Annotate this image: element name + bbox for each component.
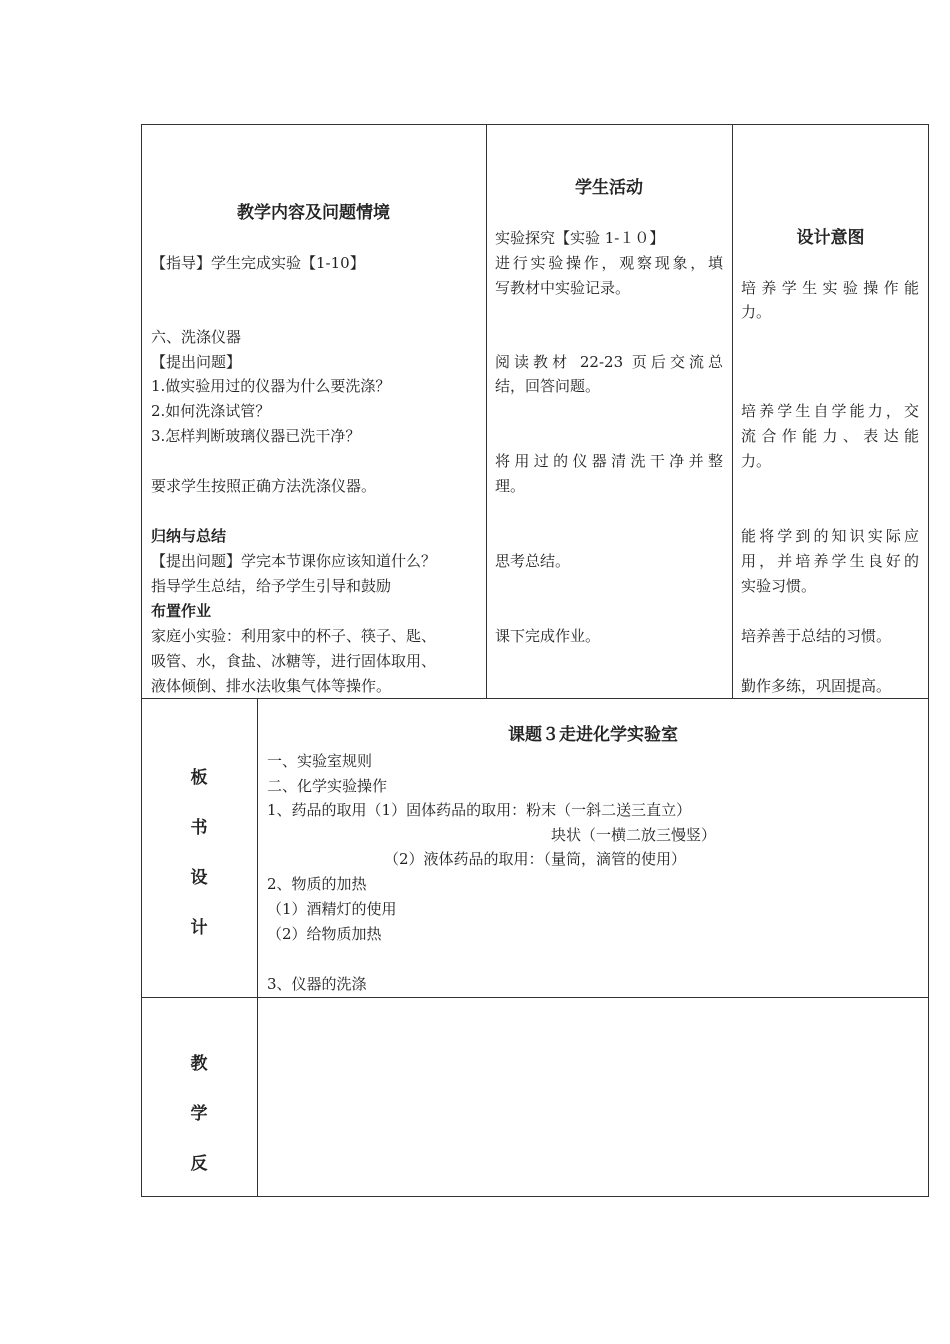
board-line: （1）酒精灯的使用 [267,900,397,918]
require-text: 要求学生按照正确方法洗涤仪器。 [151,477,377,495]
board-label-char: 书 [190,818,208,838]
question-3: 3.怎样判断玻璃仪器已洗干净？ [151,427,361,445]
intent-line: 培养学生自学能力，交 [741,402,919,420]
intent-line: 实验习惯。 [741,577,817,595]
table-divider [486,124,487,699]
wash-line: 理。 [495,477,526,495]
board-label-char: 设 [190,868,208,888]
board-line: 一、实验室规则 [267,752,373,770]
read-line: 结，回答问题。 [495,377,601,395]
board-line: （2）液体药品的取用：（量筒，滴管的使用） [384,850,687,868]
section6-title: 六、洗涤仪器 [151,328,242,346]
board-title: 课题３走进化学实验室 [508,725,678,745]
think-text: 思考总结。 [495,552,571,570]
wash-line: 将用过的仪器清洗干净并整 [495,452,723,470]
operate-line: 写教材中实验记录。 [495,279,631,297]
homework-line: 液体倾倒、排水法收集气体等操作。 [151,677,392,695]
col-design-intent-header: 设计意图 [796,228,865,248]
table-divider [732,124,733,699]
summary-title: 归纳与总结 [151,527,227,545]
homework-line: 家庭小实验：利用家中的杯子、筷子、匙、 [151,627,437,645]
read-line: 阅读教材 22-23 页后交流总 [495,353,723,371]
intent-line: 力。 [741,452,772,470]
col-teaching-content-header: 教学内容及问题情境 [237,203,390,223]
summary-guide: 指导学生总结，给予学生引导和鼓励 [151,577,392,595]
board-label-char: 计 [190,918,208,938]
intent-line: 力。 [741,303,772,321]
board-line: 1、药品的取用（1）固体药品的取用：粉末（一斜二送三直立） [267,801,692,819]
reflection-section [141,997,929,1197]
board-line: 3、仪器的洗涤 [267,975,367,993]
question-2: 2.如何洗涤试管？ [151,402,271,420]
intent-line: 培养善于总结的习惯。 [741,627,892,645]
guide-text: 【指导】学生完成实验【1-10】 [151,254,365,272]
intent-line: 勤作多练，巩固提高。 [741,677,892,695]
reflection-divider [257,997,258,1197]
board-line: 二、化学实验操作 [267,777,388,795]
intent-line: 能将学到的知识实际应 [741,527,919,545]
reflection-label-char: 学 [190,1104,208,1124]
intent-line: 培养学生实验操作能 [741,279,919,297]
col-student-activity-header: 学生活动 [575,178,643,198]
ask-label: 【提出问题】 [151,353,242,371]
summary-question: 【提出问题】学完本节课你应该知道什么？ [151,552,437,570]
intent-line: 流合作能力、表达能 [741,427,919,445]
homework-title: 布置作业 [151,602,212,620]
intent-line: 用，并培养学生良好的 [741,552,919,570]
reflection-label-char: 教 [190,1054,208,1074]
explore-text: 实验探究【实验 1-１０】 [495,229,665,247]
question-1: 1.做实验用过的仪器为什么要洗涤？ [151,377,391,395]
homework-activity: 课下完成作业。 [495,627,601,645]
board-line: 块状（一横二放三慢竖） [551,826,717,844]
operate-line: 进行实验操作，观察现象，填 [495,254,723,272]
board-label-char: 板 [190,768,208,788]
homework-line: 吸管、水，食盐、冰糖等，进行固体取用、 [151,652,437,670]
board-line: （2）给物质加热 [267,925,382,943]
board-line: 2、物质的加热 [267,875,367,893]
reflection-label-char: 反 [190,1154,208,1174]
